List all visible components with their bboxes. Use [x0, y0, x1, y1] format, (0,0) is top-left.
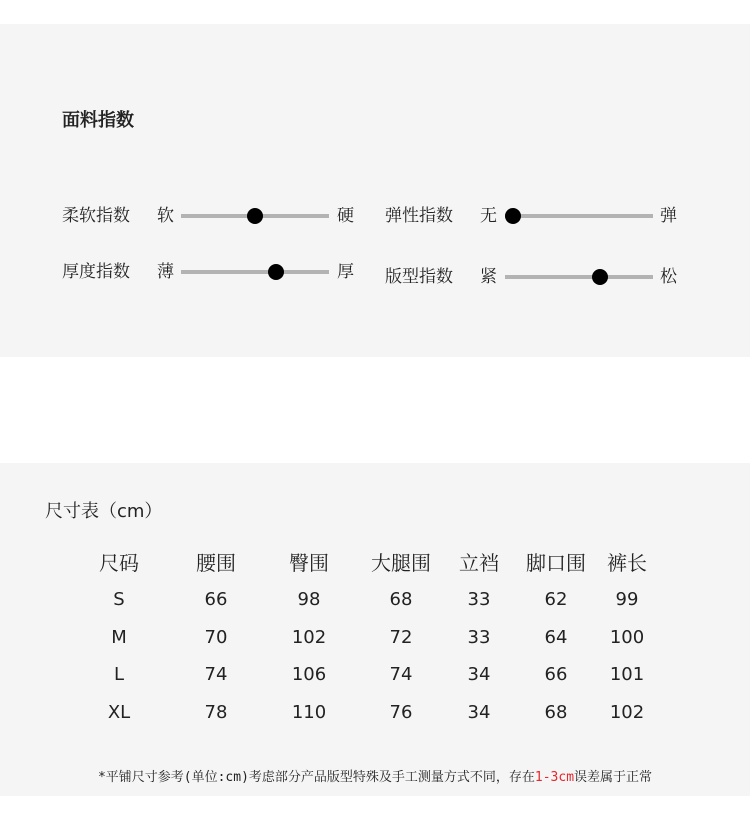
measurement-footnote: [0, 766, 750, 785]
table-cell: 100: [609, 627, 645, 648]
gauge-min-label: 软: [157, 206, 174, 226]
size-label-cell: S: [113, 589, 125, 610]
table-cell: 74: [389, 664, 413, 685]
table-cell: 33: [467, 627, 491, 648]
table-cell: 78: [204, 702, 228, 723]
table-cell: 74: [204, 664, 228, 685]
table-header-cell: 脚口围: [526, 551, 586, 575]
size-label-cell: XL: [107, 702, 131, 723]
gauge-max-label: 硬: [337, 206, 354, 226]
footnote-tolerance: 1-3cm: [534, 770, 575, 785]
table-cell: 33: [467, 589, 491, 610]
table-cell: 66: [204, 589, 228, 610]
table-cell: 110: [291, 702, 327, 723]
gauge-max-label: 弹: [660, 206, 677, 226]
gauge-label: 厚度指数: [62, 262, 130, 282]
table-header-cell: 裤长: [607, 551, 647, 575]
gauge-label: 版型指数: [385, 267, 453, 287]
table-cell: 68: [544, 702, 568, 723]
table-cell: 70: [204, 627, 228, 648]
table-cell: 34: [467, 702, 491, 723]
size-label-cell: L: [113, 664, 125, 685]
table-header-cell: 臀围: [289, 551, 329, 575]
table-cell: 102: [291, 627, 327, 648]
footnote-text: *平铺尺寸参考(单位:cm)考虑部分产品版型特殊及手工测量方式不同，存在: [97, 770, 535, 785]
gauge-min-label: 薄: [157, 262, 174, 282]
table-cell: 66: [544, 664, 568, 685]
gauge-track: [181, 270, 329, 274]
gauge-min-label: 无: [480, 206, 497, 226]
gauge-indicator: [268, 264, 284, 280]
fabric-index-title: 面料指数: [62, 110, 134, 131]
gauge-indicator: [247, 208, 263, 224]
gauge-indicator: [505, 208, 521, 224]
table-cell: 102: [609, 702, 645, 723]
table-cell: 98: [297, 589, 321, 610]
gauge-max-label: 松: [660, 267, 677, 287]
table-cell: 76: [389, 702, 413, 723]
gauge-track: [505, 214, 653, 218]
table-cell: 68: [389, 589, 413, 610]
gauge-min-label: 紧: [480, 267, 497, 287]
size-table-title: 尺寸表（cm）: [45, 501, 163, 522]
table-header-cell: 尺码: [99, 551, 139, 575]
table-cell: 34: [467, 664, 491, 685]
gauge-indicator: [592, 269, 608, 285]
table-cell: 99: [615, 589, 639, 610]
gauge-max-label: 厚: [337, 262, 354, 282]
table-cell: 72: [389, 627, 413, 648]
table-cell: 106: [291, 664, 327, 685]
fabric-index-panel: [0, 24, 750, 357]
gauge-label: 柔软指数: [62, 206, 130, 226]
gauge-track: [505, 275, 653, 279]
table-cell: 64: [544, 627, 568, 648]
table-cell: 101: [609, 664, 645, 685]
table-cell: 62: [544, 589, 568, 610]
table-header-cell: 大腿围: [371, 551, 431, 575]
table-header-cell: 腰围: [196, 551, 236, 575]
table-header-cell: 立裆: [459, 551, 499, 575]
size-label-cell: M: [111, 627, 127, 648]
gauge-label: 弹性指数: [385, 206, 453, 226]
footnote-text-end: 误差属于正常: [574, 770, 653, 785]
